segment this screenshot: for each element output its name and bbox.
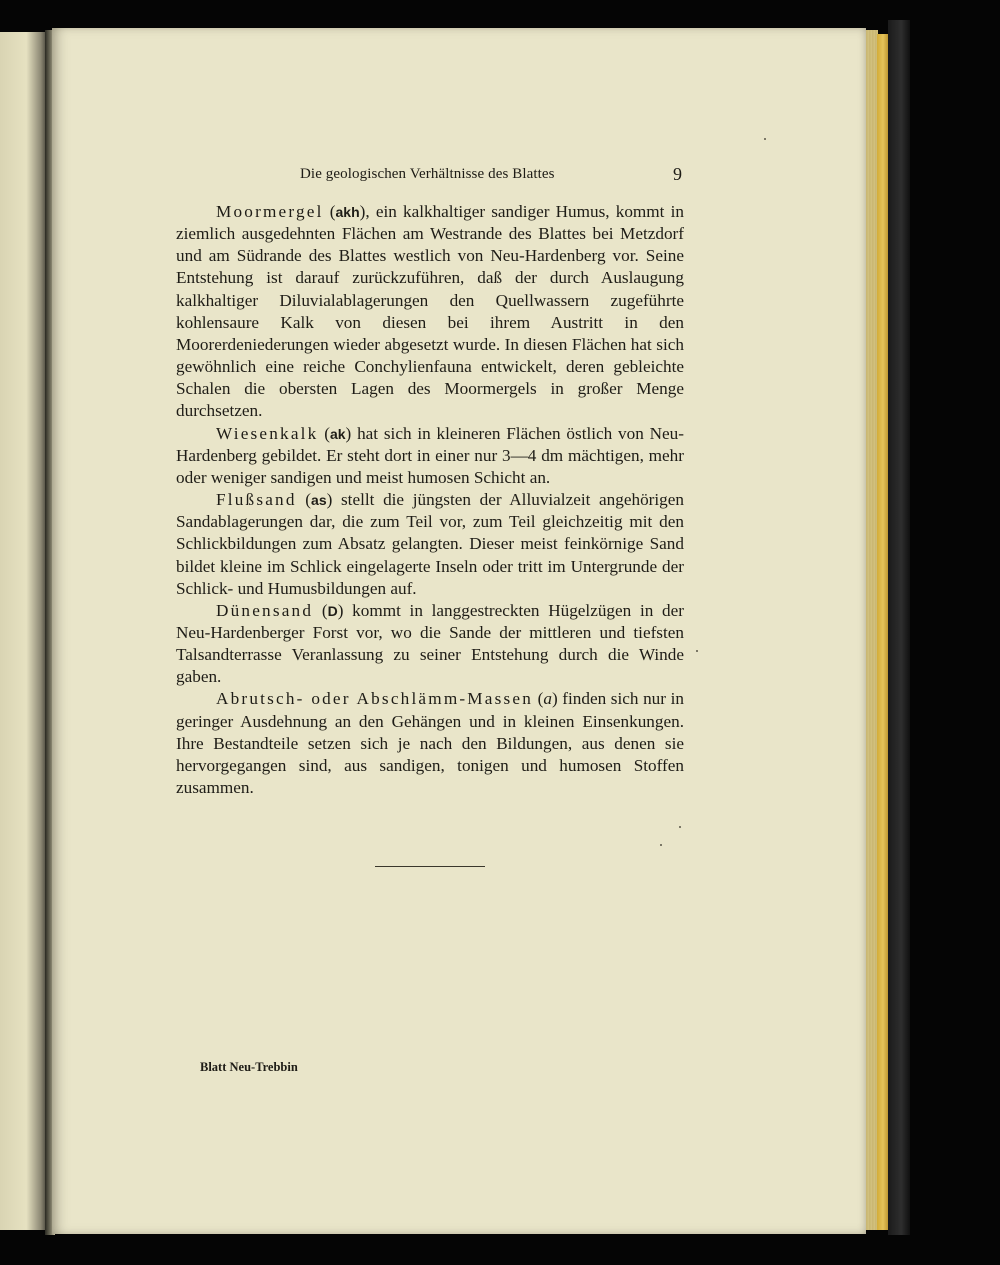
paren-open: ( bbox=[318, 423, 330, 443]
end-rule bbox=[375, 866, 485, 867]
running-head: Die geologischen Verhältnisse des Blattes bbox=[300, 166, 555, 182]
map-symbol: akh bbox=[335, 204, 360, 220]
map-symbol: ak bbox=[329, 425, 346, 442]
paragraph-wiesenkalk bbox=[176, 423, 684, 489]
paren-close: ) bbox=[551, 689, 558, 709]
body-text bbox=[176, 201, 684, 799]
paragraph-moormergel bbox=[176, 201, 684, 423]
paragraph-text: hat sich in kleineren Flächen östlich von Neu-Hardenberg gebildet. Er steht dort in einer nur 3—4 dm mächtigen, mehr oder weniger sandigen und meist humosen Schicht an. bbox=[176, 423, 684, 487]
left-page-edge bbox=[0, 32, 48, 1230]
paren-close: ) bbox=[326, 490, 333, 510]
paren-open: ( bbox=[533, 689, 544, 709]
term: Dünensand bbox=[216, 600, 314, 620]
paren-close: ) bbox=[337, 600, 344, 620]
page-number: 9 bbox=[673, 164, 682, 184]
paragraph-abrutsch bbox=[176, 688, 684, 799]
term: Abrutsch- oder Abschlämm-Massen bbox=[216, 689, 534, 709]
paragraph-text: stellt die jüngsten der Alluvialzeit angehörigen Sandablagerungen dar, die zum Teil vor, zum Teil gleichzeitig mit den Schlickbildungen zum Absatz gelangten. Dieser meist feinkörnige Sand bildet kleine im Schlick eingelagerte Inseln oder tritt im Untergrunde der Schlick- und Humusbildungen auf. bbox=[176, 490, 684, 598]
paren-open: ( bbox=[296, 490, 312, 510]
page-stack-edge bbox=[864, 30, 878, 1230]
paren-open: ( bbox=[313, 600, 328, 620]
paren-close: ) bbox=[359, 202, 366, 221]
paragraph-text: kommt in langgestreckten Hügelzügen in der Neu-Hardenberger Forst vor, wo die Sande der mittleren und tiefsten Talsandterrasse Veranlassung zu seiner Entstehung durch die Winde gaben. bbox=[176, 600, 684, 687]
term: Wiesenkalk bbox=[216, 423, 319, 443]
book-cover-edge bbox=[888, 20, 910, 1235]
paren-close: ) bbox=[345, 423, 352, 443]
paper-speck bbox=[696, 650, 698, 652]
map-symbol: D bbox=[327, 602, 338, 619]
paragraph-flusssand bbox=[176, 489, 684, 600]
paragraph-text: finden sich nur in geringer Ausdehnung an den Gehängen und in kleinen Einsenkungen. Ihre Bestandteile setzen sich je nach den Bildungen, aus denen sie hervorgegangen sind, aus sandigen, tonigen und humosen Stoffen zusammen. bbox=[176, 689, 684, 798]
paper-speck bbox=[660, 844, 662, 846]
term: Moormergel bbox=[216, 202, 324, 221]
map-symbol: a bbox=[543, 689, 552, 709]
paragraph-text: , ein kalkhaltiger sandiger Humus, kommt in ziemlich ausgedehnten Flächen am Westrande des Blattes bei Metzdorf und am Südrande des Blattes westlich von Neu-Hardenberg vor. Seine Entstehung ist darauf zurückzuführen, daß der durch Auslaugung kalkhaltiger Diluvialablagerungen den Quellwassern zugeführte kohlensaure Kalk von diesen bei ihrem Austritt in den Moorerdeniederungen wieder abgesetzt wurde. In diesen Flächen hat sich gewöhnlich eine reiche Conchylienfauna entwickelt, deren gebleichte Schalen die obersten Lagen des Moormergels in großer Menge durchsetzen. bbox=[176, 202, 684, 421]
term: Flußsand bbox=[216, 490, 297, 510]
map-symbol: as bbox=[311, 492, 327, 509]
paper-speck bbox=[764, 138, 766, 140]
paren-open: ( bbox=[323, 202, 336, 221]
paragraph-duenensand bbox=[176, 600, 684, 689]
paper-speck bbox=[679, 826, 681, 828]
signature-line: Blatt Neu-Trebbin bbox=[200, 1060, 298, 1074]
